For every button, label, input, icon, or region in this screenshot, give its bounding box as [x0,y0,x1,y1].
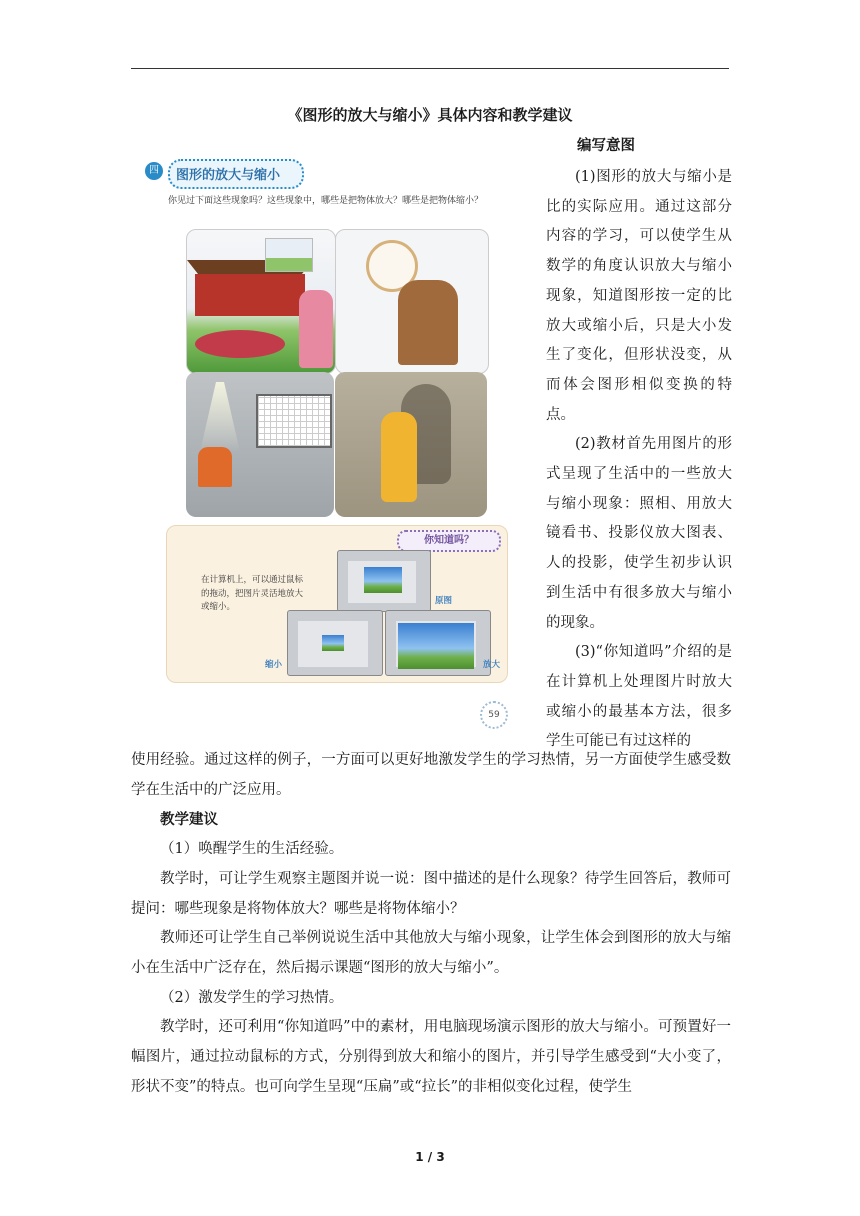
photo-panel-shadow [335,372,487,517]
document-title: 《图形的放大与缩小》具体内容和教学建议 [287,106,573,124]
flower-bed-shape [195,330,285,358]
photo-panel-magnifier [335,229,489,374]
boy-pointing-shape [198,447,232,487]
light-beam-shape [200,382,240,452]
figure-title: 图形的放大与缩小 [176,168,281,183]
intent-paragraph-2: (2)教材首先用图片的形式呈现了生活中的一些放大与缩小现象：照相、用放大镜看书、投影仪放大图表、人的投影，使学生初步认识到生活中有很多放大与缩小的现象。 [546,436,732,631]
label-enlarge: 放大 [483,660,501,670]
photo-panel-camera [186,229,336,374]
label-shrink: 缩小 [265,660,283,670]
page-footer: 1 / 3 [415,1150,445,1164]
suggestion-paragraph-3: 教学时，还可利用“你知道吗”中的素材，用电脑现场演示图形的放大与缩小。可预置好一幅图片，通过拉动鼠标的方式，分别得到放大和缩小的图片，并引导学生感受到“大小变了，形状不变”的特点。也可向学生呈现“压扁”或“拉长”的非相似变化过程，使学生 [131,1019,731,1095]
intent-paragraph-3: (3)“你知道吗”介绍的是在计算机上处理图片时放大或缩小的最基本方法，很多学生可能已有过这样的 [546,644,732,750]
window-enlarged [385,610,491,676]
figure-question: 你见过下面这些现象吗？这些现象中，哪些是把物体放大？哪些是把物体缩小？ [168,196,484,206]
unit-badge: 四 [145,162,163,180]
photo-panel-projector [186,372,334,517]
label-original: 原图 [435,596,453,606]
girl-with-camera-shape [299,290,333,368]
suggestion-item-1: （1）唤醒学生的生活经验。 [160,841,344,858]
suggestion-item-2: （2）激发学生的学习热情。 [160,989,344,1006]
header-rule [131,68,729,69]
tiananmen-gate-shape [195,274,305,316]
did-you-know-tag: 你知道吗？ [397,530,501,552]
intent-column [546,163,732,757]
girl-raising-hands-shape [381,412,417,502]
projected-chart-shape [256,394,332,448]
did-you-know-box [166,525,508,683]
main-text [131,746,731,1102]
intent-continuation: 使用经验。通过这样的例子，一方面可以更好地激发学生的学习热情，另一方面使学生感受数学在生活中的广泛应用。 [131,752,731,798]
intent-paragraph-1: (1)图形的放大与缩小是比的实际应用。通过这部分内容的学习，可以使学生从数学的角度认识放大与缩小现象，知道图形按一定的比放大或缩小后，只是大小发生了变化，但形状没变，从而体会图形相似变换的特点。 [546,169,732,423]
textbook-figure [140,152,520,727]
did-you-know-text: 在计算机上，可以通过鼠标的拖动，把图片灵活地放大或缩小。 [201,575,304,612]
reading-man-shape [398,280,458,365]
suggestions-heading: 教学建议 [160,811,218,829]
suggestion-paragraph-2: 教师还可让学生自己举例说说生活中其他放大与缩小现象，让学生体会到图形的放大与缩小在生活中广泛存在，然后揭示课题“图形的放大与缩小”。 [131,930,731,976]
window-original [337,550,431,612]
suggestion-paragraph-1: 教学时，可让学生观察主题图并说一说：图中描述的是什么现象？待学生回答后，教师可提问：哪些现象是将物体放大？哪些是将物体缩小？ [131,870,731,917]
intent-heading: 编写意图 [577,137,635,154]
textbook-page-number: 59 [480,701,508,729]
window-shrunk [287,610,383,676]
small-photo-shape [265,238,313,272]
